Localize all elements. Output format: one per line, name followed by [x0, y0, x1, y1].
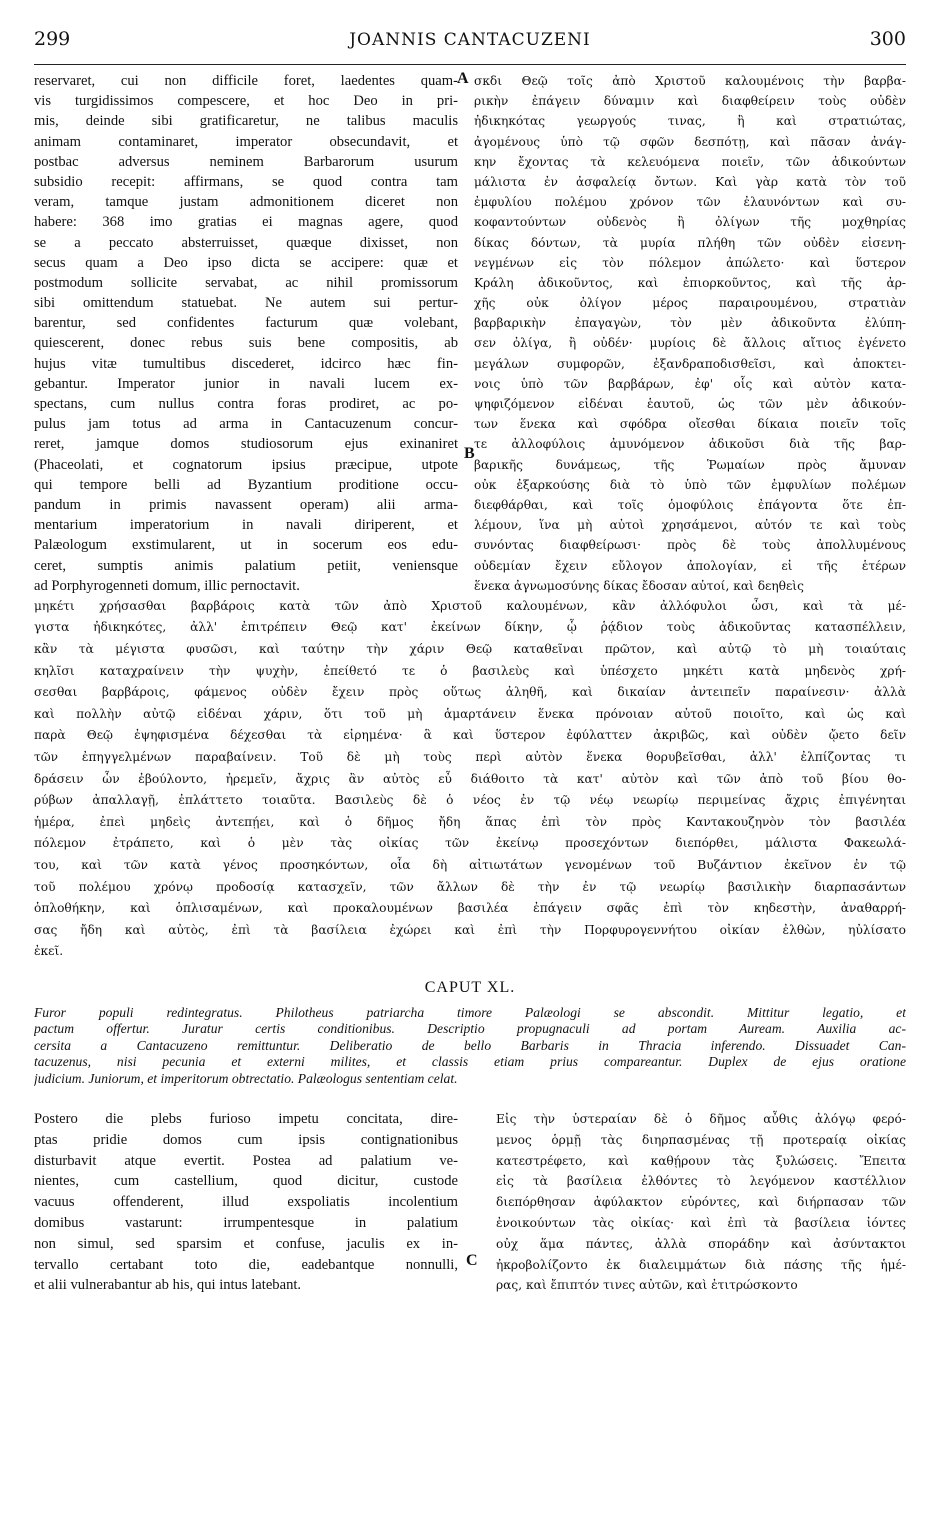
latin-line: pulus jam totus ad arma in Cantacuzenum concur-: [34, 416, 458, 433]
greek-line: Εἰς τὴν ὑστεραίαν δὲ ὁ δῆμος αὖθις ἀλόγῳ φερό-: [496, 1111, 906, 1126]
greek-line: ἕνεκα ἀγνωμοσύνης δίκας ἔδοσαν αὐτοί, καὶ δεηθεὶς: [474, 578, 804, 593]
summary-line: pactum offertur. Juratur certis conditionibus. Descriptio propugnaculi ad portam Auream. Auxilia ac-: [34, 1021, 906, 1037]
latin-line: (Phaceolati, et cognatorum ipsius præcipue, utpote: [34, 456, 458, 473]
greek-line: τοῦ πολέμου χρόνῳ προδοσίᾳ κατασχεῖν, τῶν ἄλλων δὲ τὴν ἐν τῷ νεωρίῳ βασιλικὴν διαρπασάντων: [34, 879, 906, 894]
greek-line: καὶ πολλὴν αὐτῷ εἰδέναι χάριν, ὅτι τοῦ μὴ ἁμαρτάνειν ἕνεκα πρόνοιαν αὐτοῦ ποιοῖτο, καὶ ὡς καὶ: [34, 706, 906, 721]
greek-line: πόλεμον ἐτράπετο, καὶ ὁ μὲν τὰς οἰκίας τῶν ἐκείνῳ προσεχόντων διεπόρθει, μάλιστα Φακεωλά-: [34, 836, 906, 851]
greek-line: κἂν τὰ μέγιστα φυσῶσι, καὶ ταύτην τὴν χάριν Θεῷ καταθεῖναι πρῶτον, καὶ αὐτῷ τὸ μὴ τοιαύταις: [34, 642, 906, 657]
latin-line: mentarium imperatorium in navali diriperent, et: [34, 517, 458, 534]
latin-line: secus quam a Deo ipso dicta se accipere: quæ et: [34, 254, 458, 271]
greek-line: μενος ὁρμῇ τὰς διηρπασμένας τῇ προτεραίᾳ οἰκίας: [496, 1132, 906, 1147]
greek-line: ἐνοικούντων τὰς οἰκίας· καὶ ἐπὶ τὰ βασίλεια ἰόντες: [496, 1215, 906, 1230]
greek-line: τῶν ἐπηγγελμένων παραβαίνειν. Τοῦ δὲ μὴ τοὺς περὶ αὐτὸν ἕνεκα θορυβεῖσθαι, ἀλλ' ἐλπίζοντας τι: [34, 750, 906, 765]
greek-line: συνόντας διαφθείρωσι· πρὸς δὲ τοὺς ἀπολλυμένους: [474, 538, 906, 553]
running-title: JOANNIS CANTACUZENI: [349, 30, 591, 50]
greek-line: ἀγομένους ὑπὸ τῷ σφῶν δεσπότῃ, καὶ πᾶσαν ἀνάγ-: [474, 134, 906, 149]
greek-line: μάλιστα ἐν ἀσφαλείᾳ ὄντων. Καὶ γὰρ κατὰ τὸν τοῦ: [474, 174, 906, 189]
greek-line: οὐδεμίαν ἔχειν εὔλογον ἀπολογίαν, εἰ τῆς ἑτέρων: [474, 558, 906, 573]
greek-line: οὐκ ἐξαρκούσης διὰ τὸ ὑπὸ τῶν ἐμφυλίων πολέμων: [474, 477, 906, 492]
latin-line: mis, deinde sibi gratificaretur, ne talibus maculis: [34, 113, 458, 130]
greek-full-width-text: [34, 596, 906, 963]
page-number-right: 300: [869, 28, 906, 50]
latin-line: reservaret, cui non difficile foret, laedentes quam-: [34, 73, 458, 89]
latin-line: et alii vulnerabantur ab his, qui intus latebant.: [34, 1277, 302, 1294]
latin-line: veram, tamque justam admonitionem diceret non: [34, 194, 458, 211]
greek-line: κοφαντούντων οὐδενὸς ἢ ὀλίγων τῆς μοχθηρίας: [474, 215, 906, 230]
book-page: [34, 28, 906, 1296]
latin-line: ad Porphyrogenneti domum, illic pernoctavit.: [34, 577, 300, 594]
margin-marker-b: B: [464, 445, 475, 462]
latin-line: Palæologum exstimularent, ut in socerum eos edu-: [34, 537, 458, 554]
greek-line: ἐμφυλίου πολέμου χρόνον τῶν ἐλαυνόντων καὶ συ-: [474, 195, 906, 210]
greek-line: Κράλη ἀδικοῦντος, καὶ ἐπιορκοῦντος, καὶ τῆς ἀρ-: [474, 275, 906, 290]
greek-line: νοις ὑπὸ τῶν βαρβάρων, ἐφ' οἷς καὶ αὐτὸν κατα-: [474, 376, 906, 391]
latin-line: barentur, sed confidentes facturum quæ volebant,: [34, 315, 458, 332]
chapter-heading: CAPUT XL.: [424, 978, 516, 996]
greek-line: σας ἤδη καὶ αὐτὸς, ἐπὶ τὰ βασίλεια ἐχώρει καὶ ἐπὶ τὴν Πορφυρογεννήτου οἰκίαν ἐλθὼν, ηὐλίσατο: [34, 922, 906, 937]
greek-line: παρὰ Θεῷ ἐψηφισμένα δέχεσθαι τὰ εἰρημένα· ἃ καὶ ὕστερον ἐφύλαττεν ἀκριβῶς, καὶ οὐδὲν ᾤετο δεῖν: [34, 728, 906, 743]
greek-column-top: [474, 71, 906, 596]
greek-line: ρύβων ἀπαλλαγῇ, ἐπλάττετο τοιαῦτα. Βασιλεὺς δὲ ὁ νέος ἐν τῷ νέῳ νεωρίῳ περιμείνας ἄχρις ἐπιγένηται: [34, 793, 906, 808]
latin-line: vacuus offenderent, illud exspoliatis incolentium: [34, 1194, 458, 1211]
latin-line: ptas pridie domos cum ipsis contignationibus: [34, 1131, 458, 1148]
latin-line: habere: 368 imo gratias ei magnas agere, quod: [34, 214, 458, 231]
latin-line: reret, jamque domos studiosorum ejus exinaniret: [34, 436, 458, 453]
greek-line: εἰς τὰ βασίλεια ἐλθόντες τὸ λεγόμενον καστέλλιον: [496, 1174, 906, 1189]
latin-line: gebantur. Imperator junior in navali lucem ex-: [34, 375, 458, 392]
latin-column-bottom: [34, 1109, 458, 1296]
greek-line: κην ἔχοντας τὰ κελευόμενα ποιεῖν, τῶν ἀδικούντων: [474, 154, 906, 169]
greek-line: μεγάλων συμφορῶν, ἐξανδραποδισθεῖσι, καὶ ἀποκτει-: [474, 356, 906, 371]
margin-marker-c: C: [466, 1252, 478, 1269]
greek-line: των ἕνεκα καὶ σφόδρα οἴεσθαι δίκαια ποιεῖν τοῖς: [474, 417, 906, 432]
running-header: [34, 28, 906, 65]
greek-line: κηλῖσι καταχραίνειν τὴν ψυχὴν, ἐπείθετό τε ὁ βασιλεὺς καὶ ὑπέσχετο μηκέτι κατὰ μηδενὸς χρή-: [34, 663, 906, 678]
latin-line: nientes, cum castellium, quod dicitur, custode: [34, 1173, 458, 1190]
greek-line: οὐχ ἅμα πάντες, ἀλλὰ σποράδην καὶ ἀσύντακτοι: [496, 1236, 906, 1251]
greek-line: ὁπλοθήκην, καὶ ὁπλισαμένων, καὶ προκαλουμένων βασιλέα ἐπάγειν σφᾶς ἐπὶ τὸν κηδεστὴν, ἀναθαρρή-: [34, 901, 906, 916]
greek-line: του, καὶ τῶν κατὰ γένος προσηκόντων, οἷα δὴ αἰτιωτάτων γενομένων τοῦ Βυζάντιον ἐκεῖνον ἐν τῷ: [34, 858, 906, 872]
latin-line: postmodum sollicite servabat, ac nihil promissorum: [34, 274, 458, 291]
greek-line: ψηφιζόμενον εἰδέναι ἑαυτοῦ, ὡς τῶν μὲν ἀδικούν-: [474, 397, 906, 411]
greek-line: ρικὴν ἐπάγειν δύναμιν καὶ διαφθείρειν τοὺς οὐδὲν: [474, 94, 906, 109]
greek-line: ρας, καὶ ἔπιπτόν τινες αὐτῶν, καὶ ἐτιτρώσκοντο: [496, 1278, 798, 1293]
latin-line: animam contaminaret, imperator obsecundavit, et: [34, 133, 458, 150]
greek-line: τε ἀλλοφύλοις ἀμυνόμενον ἀδικοῦσι διὰ τῆς βαρ-: [474, 437, 906, 452]
greek-line: λέμουν, ἵνα μὴ αὐτοὶ χρησάμενοι, αὐτόν τε καὶ τοὺς: [474, 518, 906, 533]
greek-line: δίκας δόντων, τὰ μυρία πλήθη τῶν οὐδὲν εἰσενη-: [474, 235, 906, 250]
greek-line: σεν ὀλίγα, ἢ οὐδέν· μυρίοις δὲ ἄλλοις αἴτιος ἐγένετο: [474, 336, 906, 351]
latin-column-top: [34, 71, 458, 596]
greek-line: βαρικῆς δυνάμεως, τῆς Ῥωμαίων πρὸς ἄμυναν: [474, 457, 906, 472]
greek-column-bottom: [496, 1109, 906, 1296]
latin-line: qui tempore belli ad Byzantium proditione occu-: [34, 476, 458, 493]
latin-line: disturbavit atque evertit. Postea ad palatium ve-: [34, 1152, 458, 1169]
greek-line: κατεστρέφετο, καὶ καθῄρουν τὰς ξυλώσεις. Ἔπειτα: [496, 1153, 906, 1168]
latin-line: non simul, sed sparsim et confuse, jaculis ex in-: [34, 1235, 458, 1252]
latin-line: sibi omittendum statuebat. Ne autem sui pertur-: [34, 295, 458, 312]
summary-line: cersita a Cantacuzeno remittuntur. Deliberatio de bello Barbaris in Thracia inferendo. Dissuadet Can-: [34, 1037, 906, 1053]
latin-line: postbac adversus neminem Barbarorum usurum: [34, 153, 458, 170]
latin-line: quiescerent, donec rebus suis bene compositis, ab: [34, 335, 458, 352]
greek-line: γιστα ἠδικηκότες, ἀλλ' ἐπιτρέπειν Θεῷ κατ' ἐκείνων δίκην, ᾧ ῥᾴδιον τοὺς ἀδικοῦντας κατασπέλλειν,: [34, 620, 906, 635]
chapter-summary: [34, 1005, 906, 1087]
margin-marker-a: A: [457, 70, 469, 87]
summary-line: tacuzenus, nisi pecunia et externi milites, et classis etiam prius compareantur. Duplex de ejus oratione: [34, 1054, 906, 1070]
latin-line: ceret, sumptis animis palatium petiit, veniensque: [34, 557, 458, 574]
greek-line: δράσειν ὧν ἐβούλοντο, ἠρεμεῖν, ἄχρις ἂν αὐτὸς εὖ διάθοιτο τὰ κατ' αὐτὸν καὶ τῶν ἀπὸ τοῦ βίου θο-: [34, 771, 906, 786]
greek-line: ἡμέρα, ἐπεὶ μηδεὶς ἀντεπῄει, καὶ ὁ δῆμος ἤδη ἅπας ἐπὶ τὸν πρὸς Καντακουζηνὸν τὸν βασιλέα: [34, 814, 906, 829]
greek-line: διεπόρθησαν ἀφύλακτον εὑρόντες, καὶ διήρπασαν τῶν: [496, 1195, 906, 1210]
greek-line: διεφθάρθαι, καὶ τοῖς ὁμοφύλοις ἐπάγοντα ὅτε ἐπ-: [474, 497, 906, 512]
latin-line: domibus vastarunt: irrumpentesque in palatium: [34, 1214, 458, 1231]
parallel-columns-top: [34, 71, 906, 596]
latin-line: se a peccato absterruisset, quæque dixisset, non: [34, 234, 458, 251]
greek-line: σεσθαι βαρβάροις, φάμενος οὐδὲν ἔχειν πρὸς οὕτως ἀληθῆ, καὶ δικαίαν ἀντειπεῖν παραίνεσιν· ἀλλὰ: [34, 685, 906, 700]
greek-line: ἠδικηκότας γεωργούς τινας, ἢ καὶ στρατιώτας,: [474, 114, 906, 129]
greek-line: ἐκεῖ.: [34, 944, 64, 959]
latin-line: tervallo certabant toto die, eadebantque nonnulli,: [34, 1256, 458, 1273]
page-number-left: 299: [34, 28, 71, 50]
latin-line: vis turgidissimos compescere, et hoc Deo in pri-: [34, 93, 458, 110]
summary-line: Furor populi redintegratus. Philotheus patriarcha timore Palæologi se abscondit. Mittitur legatio, et: [34, 1004, 906, 1020]
greek-line: βαρβαρικὴν ἐπαγαγὼν, τὸν μὲν ἀδικοῦντα ἐλύπη-: [474, 316, 906, 331]
latin-line: subsidio recepit: affirmans, se quod contra tam: [34, 173, 458, 190]
summary-line: judicium. Juniorum, et imperitorum obtrectatio. Palæologus sententiam celat.: [34, 1070, 458, 1086]
greek-line: μηκέτι χρήσασθαι βαρβάροις κατὰ τῶν ἀπὸ Χριστοῦ καλουμένων, κἂν ἀλλόφυλοι ὦσι, καὶ τὰ μέ-: [34, 598, 906, 613]
greek-line: ἠκροβολίζοντο ἐκ διαλειμμάτων διὰ πάσης τῆς ἡμέ-: [496, 1257, 906, 1272]
latin-line: spectans, cum nullus contra foras prodiret, ac po-: [34, 396, 458, 412]
latin-line: pandum in primis navassent operam) alii arma-: [34, 496, 458, 513]
greek-line: χῆς οὐκ ὀλίγον μέρος παραιρουμένου, στρατιὰν: [474, 296, 906, 311]
latin-line: Postero die plebs furioso impetu concitata, dire-: [34, 1110, 458, 1127]
greek-line: νεγμένων εἰς τὸν πόλεμον ἀπώλετο· καὶ ὕστερον: [474, 255, 906, 270]
greek-line: σκδι Θεῷ τοῖς ἀπὸ Χριστοῦ καλουμένοις τὴν βαρβα-: [474, 74, 906, 88]
latin-line: hujus vitæ tumultibus discederet, idcirco hæc fin-: [34, 355, 458, 372]
